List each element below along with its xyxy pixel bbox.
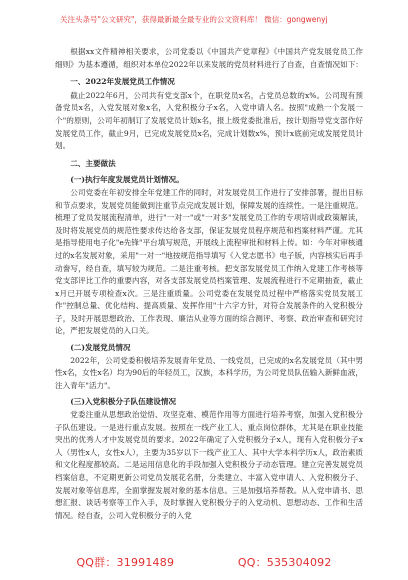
qq-group-text: QQ群：31991489	[76, 556, 175, 569]
qq-number-text: QQ：535304092	[237, 556, 332, 569]
section-1-paragraph: 截止2022年6月，公司共有党支部x个，在职党员x名，占党员总数的x%。公司现有预备党员x名，入党发展对象x名，入党积极分子x名，入党申请人名。按照"成熟一个发展一个"的原则，公司年初制订了发展党员计划x名，报上级党委批准后，按计划指导党支部作好发展党员工作，截止9月，已完成发展党员x名，完成计划数x%，预计x底前完成发展党员计划。	[55, 90, 363, 151]
subsection-heading-1: (一)执行年度发展党员计划情况。	[70, 175, 184, 185]
document-body	[55, 46, 363, 522]
subsection-heading-2: (二)发展党员情况	[70, 343, 131, 353]
intro-paragraph: 根据xx文件精神相关要求，公司党委以《中国共产党章程》《中国共产党发展党员工作细则》为基本遵循，组织对本单位2022年以来发展的党员材料进行了自查，自查情况如下：	[55, 47, 363, 69]
section-heading-2: 二、主要做法	[70, 158, 116, 168]
subsection-1-paragraph: 公司党委在年初安排全年党建工作的同时，对发展党员工作进行了安排部署，提出目标和节点要求，发展党员能做到注重节点完成发展计划，保障发展的连续性。一是注重规范。梳理了党员发展流程清单，进行"一对一"或"一对多"发展党员工作的专项培训或政策解读，及时将发展党员的规范性要求传达给各支部，保证发展党员程序规范和档案材料严谨。尤其是指导使用电子化"e先锋"平台填写规范，开展线上流程审批和材料上传。如：今年对审核通过的x名发展对象，采用"一对一"地按规范指导填写《入党志愿书》电子版，内容核实后再手动誊写，经自查，填写较为规范。二是注重考核。把支部发展党员工作纳入党建工作考核等党支部评比工作的重要内容，对各支部发展党员档案管理、发展流程进行不定期抽查，截止x月已开展专项检查x次。三是注重质量。公司党委在发展党员过程中严格落实党员发展工作"控制总量、优化结构、提高质量、发挥作用"十六字方针，对符合发展条件的入党积极分子，及时开展思想政治、工作表现、廉洁从业等方面的综合测评、考察、政治审查和研究讨论，严把发展党员的入口关。	[55, 187, 363, 336]
promo-header	[60, 14, 360, 25]
subsection-3-paragraph: 党委注重从思想政治觉悟、攻坚克难、模范作用等方面进行培养考察，加强入党积极分子队伍建设。一是进行重点发展。按照在一线产业工人、重点岗位群体，尤其是在职业技能突出的优秀人才中发展党员的要求。2022年确定了入党积极分子x人，现有入党积极分子x人（男性x人，女性x人），主要为35岁以下一线产业工人、其中大学本科学历x人，政治素质和文化程度都较高。二是运用信息化的手段加强入党积极分子动态管理。建立完善发展党员档案信息，不定期更新公司党员发展花名册，分类建立、丰富入党申请人、入党积极分子、发展对象等信息库，全面掌握发展对象的基本信息。三是加强培养帮教。从入党申请书、思想汇报、谈话考察等工作入手，及时掌握入党积极分子的入党动机、思想动态、工作和生活情况。经自查，公司入党积极分子的入党	[55, 410, 363, 520]
section-heading-1: 一、2022年发展党员工作情况	[70, 77, 175, 87]
contact-footer	[0, 554, 408, 570]
promo-header-text: 关注头条号"公文研究"，获得最新最全最专业的公文资料库！ 微信：gongwenyj	[60, 15, 328, 24]
subsection-2-paragraph: 2022年，公司党委积极培养发展青年党员、一线党员，已完成的x名发展党员（其中男性x名，女性x名）均为90后的年轻员工，汉族，本科学历，为公司党员队伍输入新鲜血液，注入青年"活力"。	[55, 355, 363, 390]
subsection-heading-3: (三)入党积极分子队伍建设情况	[70, 397, 177, 407]
